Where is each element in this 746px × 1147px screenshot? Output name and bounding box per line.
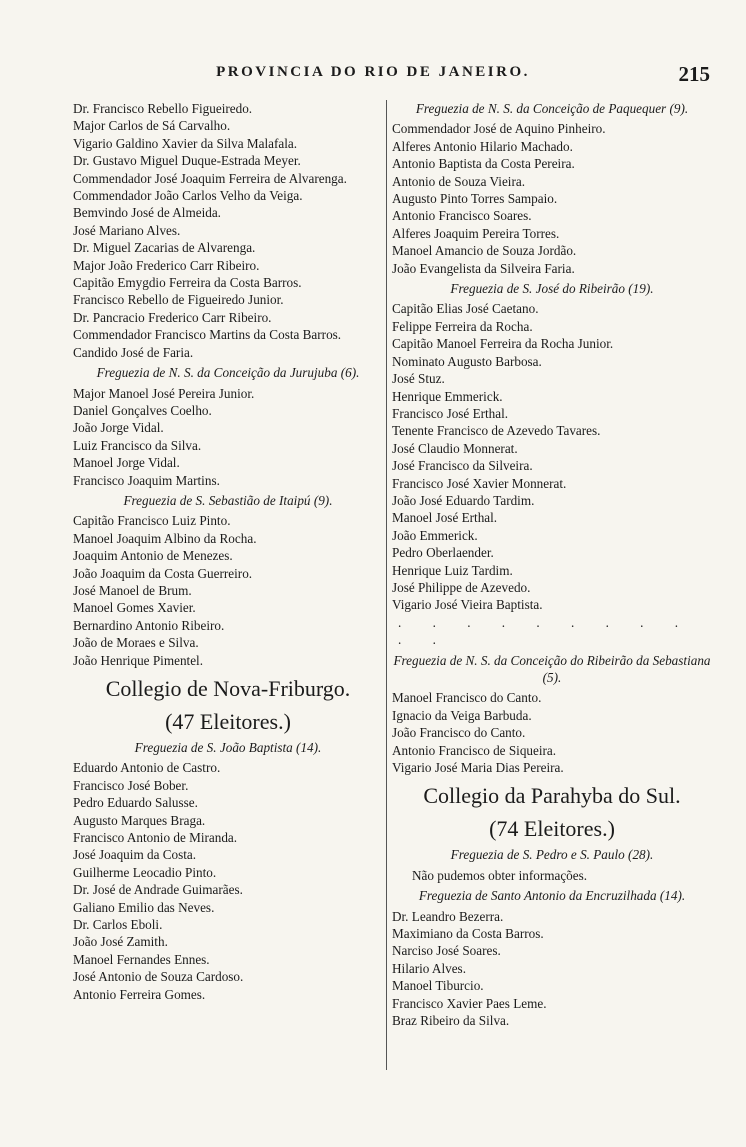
elector-name: Commendador José de Aquino Pinheiro. xyxy=(392,121,606,137)
right-column xyxy=(392,100,712,1030)
parish-heading: Freguezia de S. José do Ribeirão (19). xyxy=(450,281,654,297)
elector-name: Luiz Francisco da Silva. xyxy=(73,437,202,453)
elector-name: João Francisco do Canto. xyxy=(392,725,526,741)
elector-name: Capitão Francisco Luiz Pinto. xyxy=(73,513,231,529)
elector-name: Pedro Oberlaender. xyxy=(392,545,494,561)
elector-name: Braz Ribeiro da Silva. xyxy=(392,1013,510,1029)
elector-name: Francisco José Bober. xyxy=(73,777,189,793)
elector-name: Antonio Francisco de Siqueira. xyxy=(392,742,557,758)
name-list xyxy=(392,689,712,776)
name-list xyxy=(392,120,712,277)
elector-name: Vigario José Vieira Baptista. xyxy=(392,597,543,613)
name-list xyxy=(73,512,383,669)
elector-name: Capitão Emygdio Ferreira da Costa Barros. xyxy=(73,275,302,291)
elector-name: Commendador João Carlos Velho da Veiga. xyxy=(73,188,303,204)
elector-name: João de Moraes e Silva. xyxy=(73,635,199,651)
elector-name: Francisco Antonio de Miranda. xyxy=(73,830,238,846)
elector-name: José Philippe de Azevedo. xyxy=(392,579,531,595)
college-elector-count: (47 Eleitores.) xyxy=(165,709,291,734)
elector-name: Nominato Augusto Barbosa. xyxy=(392,353,542,369)
elector-name: Manoel José Erthal. xyxy=(392,510,498,526)
elector-name: Commendador José Joaquim Ferreira de Alvarenga. xyxy=(73,170,347,186)
elector-name: Commendador Francisco Martins da Costa Barros. xyxy=(73,327,342,343)
parish-heading: Freguezia de N. S. da Conceição da Jurujuba (6). xyxy=(96,365,360,381)
elector-name: Dr. Pancracio Frederico Carr Ribeiro. xyxy=(73,309,272,325)
name-list xyxy=(73,759,383,1003)
elector-name: José Antonio de Souza Cardoso. xyxy=(73,969,244,985)
running-head: PROVINCIA DO RIO DE JANEIRO. xyxy=(216,64,530,80)
elector-name: José Francisco da Silveira. xyxy=(392,458,533,474)
elector-name: João Emmerick. xyxy=(392,527,478,543)
elector-name: João José Eduardo Tardim. xyxy=(392,492,535,508)
elector-name: Dr. Carlos Eboli. xyxy=(73,917,163,933)
elector-name: José Manoel de Brum. xyxy=(73,582,192,598)
name-list xyxy=(392,300,712,613)
elector-name: Bemvindo José de Almeida. xyxy=(73,205,221,221)
elector-name: Major Manoel José Pereira Junior. xyxy=(73,385,255,401)
parish-heading: Freguezia de N. S. da Conceição de Paquequer (9). xyxy=(415,101,689,116)
elector-name: Dr. José de Andrade Guimarães. xyxy=(73,882,243,898)
elector-name: Francisco Rebello de Figueiredo Junior. xyxy=(73,292,284,308)
elector-name: Manoel Gomes Xavier. xyxy=(73,600,196,616)
parish-heading: Freguezia de S. Pedro e S. Paulo (28). xyxy=(450,847,654,863)
elector-name: Ignacio da Veiga Barbuda. xyxy=(392,707,532,723)
elector-name: Manoel Fernandes Ennes. xyxy=(73,951,210,967)
elector-name: Augusto Pinto Torres Sampaio. xyxy=(392,191,558,207)
elector-name: João Joaquim da Costa Guerreiro. xyxy=(73,565,253,581)
elector-name: Joaquim Antonio de Menezes. xyxy=(73,548,233,564)
college-elector-count: (74 Eleitores.) xyxy=(489,816,615,842)
elector-name: Bernardino Antonio Ribeiro. xyxy=(73,617,225,633)
elector-name: Antonio Ferreira Gomes. xyxy=(73,986,206,1002)
elector-name: Pedro Eduardo Salusse. xyxy=(73,795,198,811)
elector-name: Capitão Elias José Caetano. xyxy=(392,301,539,317)
elector-name: Vigario José Maria Dias Pereira. xyxy=(392,760,564,776)
name-list xyxy=(392,908,712,1030)
elector-name: Vigario Galdino Xavier da Silva Malafala. xyxy=(73,135,298,151)
name-list xyxy=(73,100,383,361)
elector-name: Manoel Jorge Vidal. xyxy=(73,455,180,471)
elector-name: Hilario Alves. xyxy=(392,960,466,976)
elector-name: Dr. Francisco Rebello Figueiredo. xyxy=(73,101,253,116)
elector-name: Antonio de Souza Vieira. xyxy=(392,173,526,189)
parish-heading: Freguezia de S. João Baptista (14). xyxy=(134,740,322,755)
name-list xyxy=(73,385,383,489)
elector-name: José Stuz. xyxy=(392,371,445,387)
elector-name: Antonio Baptista da Costa Pereira. xyxy=(392,156,575,172)
elector-name: Eduardo Antonio de Castro. xyxy=(73,760,221,776)
elector-name: Francisco José Xavier Monnerat. xyxy=(392,475,567,491)
college-heading: Collegio da Parahyba do Sul. xyxy=(423,783,681,809)
elector-name: Narciso José Soares. xyxy=(392,943,501,959)
elector-name: Manoel Joaquim Albino da Rocha. xyxy=(73,530,257,546)
elector-name: Dr. Gustavo Miguel Duque-Estrada Meyer. xyxy=(73,153,301,169)
elector-name: Alferes Joaquim Pereira Torres. xyxy=(392,225,560,241)
elector-name: João Evangelista da Silveira Faria. xyxy=(392,260,575,276)
elector-name: João Henrique Pimentel. xyxy=(73,652,204,668)
elector-name: João José Zamith. xyxy=(73,934,168,950)
elector-name: Dr. Miguel Zacarias de Alvarenga. xyxy=(73,240,256,256)
page-header xyxy=(0,62,746,86)
elector-name: Henrique Luiz Tardim. xyxy=(392,562,513,578)
column-divider xyxy=(386,100,387,1070)
college-heading: Collegio de Nova-Friburgo. xyxy=(105,676,351,701)
elector-name: Francisco Xavier Paes Leme. xyxy=(392,995,547,1011)
elector-name: João Jorge Vidal. xyxy=(73,420,164,436)
elector-name: Major João Frederico Carr Ribeiro. xyxy=(73,257,260,273)
elector-name: Major Carlos de Sá Carvalho. xyxy=(73,118,231,134)
elector-name: Guilherme Leocadio Pinto. xyxy=(73,864,217,880)
elector-name: Dr. Leandro Bezerra. xyxy=(392,908,504,924)
parish-heading: Freguezia de Santo Antonio da Encruzilhada (14). xyxy=(418,888,686,904)
elector-name: Galiano Emilio das Neves. xyxy=(73,899,215,915)
elector-name: Manoel Francisco do Canto. xyxy=(392,690,542,706)
elector-name: José Joaquim da Costa. xyxy=(73,847,197,863)
elector-name: Manoel Amancio de Souza Jordão. xyxy=(392,243,577,259)
page-number: 215 xyxy=(678,62,710,86)
elector-name: Henrique Emmerick. xyxy=(392,388,503,404)
elector-name: Antonio Francisco Soares. xyxy=(392,208,532,224)
elector-name: Alferes Antonio Hilario Machado. xyxy=(392,138,573,154)
elector-name: Tenente Francisco de Azevedo Tavares. xyxy=(392,423,601,439)
elector-name: Augusto Marques Braga. xyxy=(73,812,206,828)
parish-heading: Freguezia de S. Sebastião de Itaipú (9). xyxy=(123,492,333,508)
left-column xyxy=(73,100,383,1003)
elector-name: Francisco José Erthal. xyxy=(392,405,509,421)
ellipsis-row: . . . . . . . . . . . xyxy=(398,614,693,648)
missing-info-note: Não pudemos obter informações. xyxy=(412,867,588,883)
parish-heading: Freguezia de N. S. da Conceição do Ribeirão da Sebastiana (5). xyxy=(393,652,711,685)
elector-name: Felippe Ferreira da Rocha. xyxy=(392,318,533,334)
elector-name: Capitão Manoel Ferreira da Rocha Junior. xyxy=(392,336,614,352)
elector-name: Maximiano da Costa Barros. xyxy=(392,926,544,942)
elector-name: Francisco Joaquim Martins. xyxy=(73,472,220,488)
elector-name: José Claudio Monnerat. xyxy=(392,440,518,456)
elector-name: Manoel Tiburcio. xyxy=(392,978,484,994)
elector-name: José Mariano Alves. xyxy=(73,222,181,238)
elector-name: Candido José de Faria. xyxy=(73,344,194,360)
elector-name: Daniel Gonçalves Coelho. xyxy=(73,402,212,418)
